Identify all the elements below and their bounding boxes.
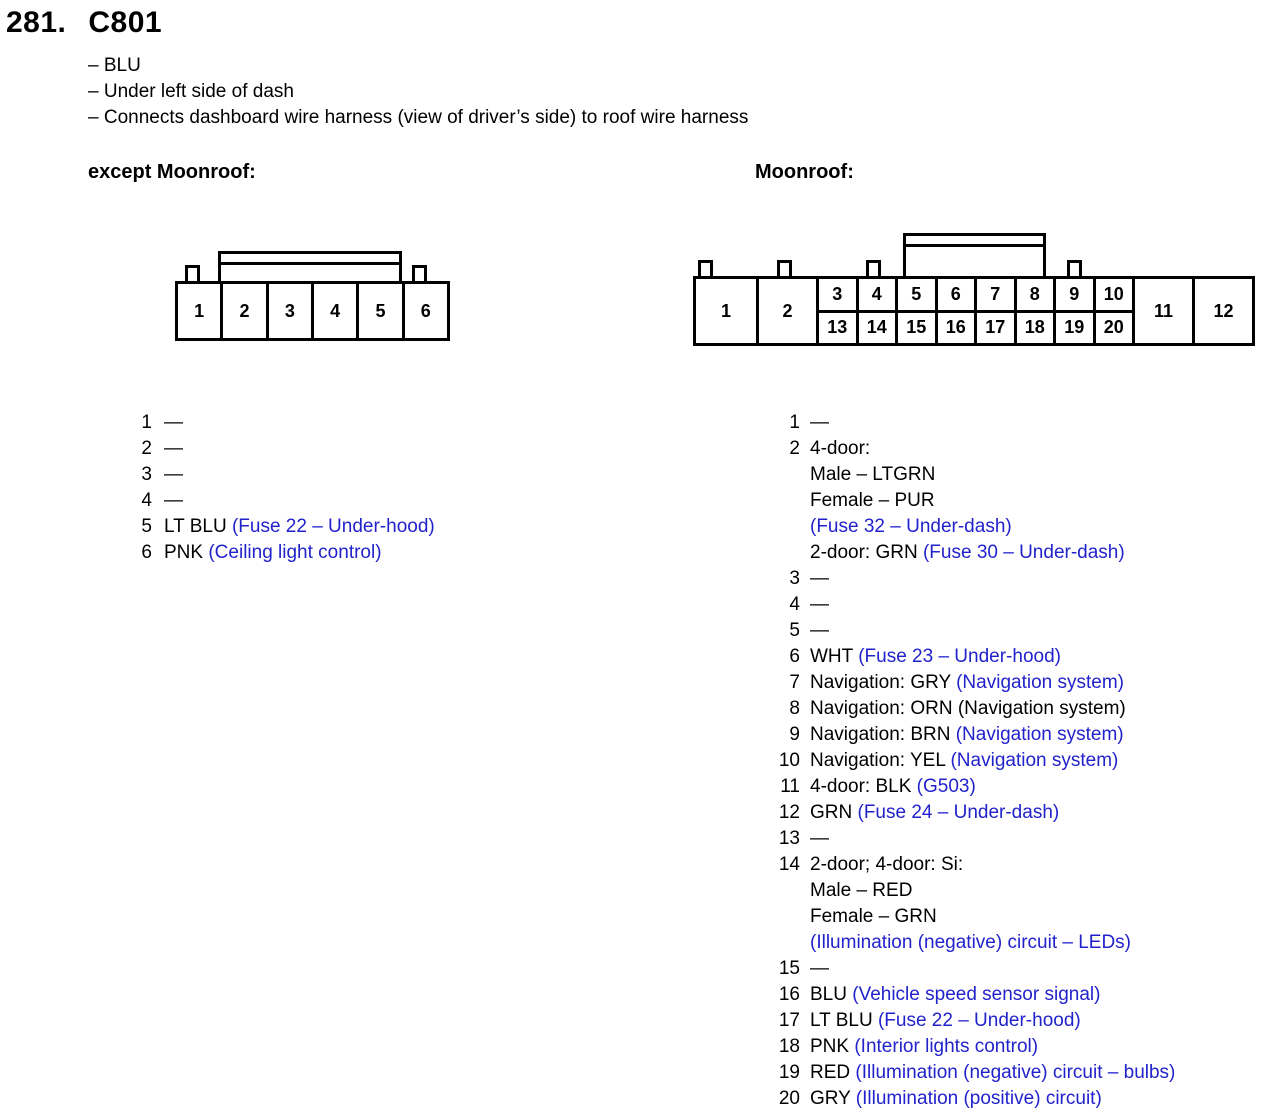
pin-description-line [164,514,435,540]
pin-row [770,670,1175,696]
pin-row [770,852,1175,956]
pin-description [810,436,1125,566]
wire-color-text: GRY [810,1088,856,1109]
connector-pin-cell: 3 [819,279,856,310]
connector-lock-tab [903,233,1046,279]
pin-number: 9 [789,724,800,745]
wire-color-text: Navigation: ORN (Navigation system) [810,698,1126,719]
connector-pin-cell: 2 [756,279,816,343]
connector-pin-cell: 6 [402,284,447,338]
wire-color-text: LT BLU [164,516,232,537]
wire-color-text: — [810,412,829,433]
pin-number: 13 [778,828,800,849]
connector-notch [1067,260,1082,276]
connector-notch [866,260,881,276]
pin-description [810,956,829,982]
circuit-reference: (Fuse 30 – Under-dash) [922,542,1125,563]
connector-pin-cell: 7 [977,279,1014,310]
connector-pin-cell: 4 [859,279,896,310]
circuit-reference: (Ceiling light control) [208,542,382,563]
pin-number: 15 [778,958,800,979]
circuit-reference: (Fuse 24 – Under-dash) [857,802,1060,823]
connector-pin-cell: 2 [220,284,265,338]
connector-notes [88,53,748,131]
wire-color-text: 4-door: [810,438,871,459]
pin-number: 19 [778,1062,800,1083]
circuit-reference: (Vehicle speed sensor signal) [852,984,1101,1005]
wire-color-text: — [810,958,829,979]
pin-number: 5 [141,516,152,537]
wire-color-text: — [164,490,183,511]
pin-description-line [810,800,1059,826]
connector-shell [175,281,450,341]
pin-number: 4 [789,594,800,615]
connector-pin-cell: 14 [859,313,896,344]
pin-description [810,644,1061,670]
connector-notch [698,260,713,276]
wire-color-text: — [164,464,183,485]
pin-description [810,566,829,592]
pin-description [810,852,1131,956]
pin-description [164,540,382,566]
wire-color-text: PNK [164,542,209,563]
pin-number: 10 [778,750,800,771]
wire-color-text: 2-door; 4-door: Si: [810,854,964,875]
circuit-reference: (Fuse 23 – Under-hood) [858,646,1061,667]
circuit-reference: (Navigation system) [956,672,1124,693]
connector-pin-cell: 5 [356,284,401,338]
wire-color-text: — [810,828,829,849]
connector-pin-cell: 15 [898,313,935,344]
pin-number: 5 [789,620,800,641]
connector-pin-cell: 19 [1056,313,1093,344]
connector-notch [185,265,200,281]
pin-description-line [810,462,1125,488]
page-title [6,6,162,40]
pin-description-line [164,436,183,462]
pin-description [810,1008,1081,1034]
pin-description-line [810,410,829,436]
pin-description-line [810,956,829,982]
wire-color-text: — [810,568,829,589]
connector-pin-cell: 1 [178,284,220,338]
wire-color-text: Male – RED [810,880,913,901]
wire-color-text: — [164,438,183,459]
circuit-reference: (G503) [916,776,976,797]
pin-row [134,540,435,566]
pin-description-line [810,748,1118,774]
pin-description-line [810,722,1124,748]
pin-number: 1 [789,412,800,433]
connector-pin-cell: 17 [977,313,1014,344]
pin-description-line [810,670,1124,696]
pin-row [770,696,1175,722]
pin-description-line [810,930,1131,956]
pin-number: 6 [141,542,152,563]
pin-number: 8 [789,698,800,719]
pin-number: 12 [778,802,800,823]
circuit-reference: (Interior lights control) [854,1036,1039,1057]
section-heading-moonroof: Moonroof: [755,161,854,183]
connector-pin-cell: 11 [1132,279,1192,343]
pin-number: 17 [778,1010,800,1031]
pin-description [810,696,1126,722]
pin-row [770,618,1175,644]
pin-number: 4 [141,490,152,511]
pin-number: 14 [778,854,800,875]
wire-color-text: RED [810,1062,856,1083]
pin-number: 1 [141,412,152,433]
pin-description-line [810,1086,1102,1112]
wire-color-text: Navigation: GRY [810,672,957,693]
pin-row [134,462,435,488]
wire-color-text: 4-door: BLK [810,776,917,797]
connector-notch [777,260,792,276]
section-heading-except-moonroof: except Moonroof: [88,161,256,183]
pin-description [810,826,829,852]
connector-pin-cell: 6 [938,279,975,310]
pin-description [164,436,183,462]
circuit-reference: (Fuse 22 – Under-hood) [877,1010,1081,1031]
pin-description-line [810,644,1061,670]
pin-number: 7 [789,672,800,693]
pin-number: 3 [141,464,152,485]
wire-color-text: 2-door: GRN [810,542,923,563]
pin-description-line [164,540,382,566]
pin-number: 16 [778,984,800,1005]
pin-row [770,748,1175,774]
pin-description-line [810,1008,1081,1034]
pin-description-line [810,1034,1038,1060]
pin-number: 18 [778,1036,800,1057]
pin-description-line [810,982,1100,1008]
pin-row [770,436,1175,566]
pin-number: 2 [789,438,800,459]
wire-color-text: PNK [810,1036,855,1057]
wire-color-text: Female – PUR [810,490,935,511]
wire-color-text: — [810,594,829,615]
pin-description [810,748,1118,774]
pin-description [810,618,829,644]
pin-description [810,800,1059,826]
pin-row [134,488,435,514]
pin-description-line [810,436,1125,462]
pin-row [770,566,1175,592]
pin-description-line [810,618,829,644]
pin-description [810,774,976,800]
pin-description [164,514,435,540]
connector-pin-cell: 1 [696,279,756,343]
circuit-reference: (Navigation system) [950,750,1119,771]
note-function: – Connects dashboard wire harness (view of driver’s side) to roof wire harness [88,107,749,128]
pin-row [770,1008,1175,1034]
connector-lock-tab [218,251,402,284]
wire-color-text: Navigation: BRN [810,724,956,745]
pin-row [770,826,1175,852]
pin-row [770,1034,1175,1060]
connector-pin-cell: 20 [1096,313,1133,344]
pin-row [770,722,1175,748]
pin-description-line [810,774,976,800]
wire-color-text: WHT [810,646,859,667]
pin-row [770,644,1175,670]
connector-pin-cell: 9 [1056,279,1093,310]
pin-description [164,462,183,488]
pin-row [134,514,435,540]
connector-pin-cell: 4 [311,284,356,338]
connector-pin-cell: 3 [266,284,311,338]
connector-id: C801 [88,6,163,39]
connector-pin-cell: 18 [1017,313,1054,344]
pin-description-line [810,826,829,852]
pin-row [770,956,1175,982]
connector-diagram-moonroof [693,233,1255,346]
pin-description [810,670,1124,696]
wire-color-text: Male – LTGRN [810,464,936,485]
pin-number: 20 [778,1088,800,1109]
wire-color-text: — [164,412,183,433]
pin-description [164,488,183,514]
pin-row [770,592,1175,618]
connector-notch [412,265,427,281]
connector-pin-cell: 16 [938,313,975,344]
connector-pin-grid [816,279,1132,343]
pin-description [810,1060,1175,1086]
pin-description-line [810,488,1125,514]
pin-description-line [810,852,1131,878]
pin-description-line [810,878,1131,904]
pin-description-line [810,696,1126,722]
circuit-reference: (Illumination (negative) circuit – bulbs) [855,1062,1176,1083]
pin-description [810,410,829,436]
connector-diagram-except-moonroof [175,251,450,343]
wire-color-text: LT BLU [810,1010,878,1031]
connector-pin-cell: 10 [1096,279,1133,310]
pin-description-line [810,1060,1175,1086]
pin-description [810,982,1100,1008]
wire-color-text: Female – GRN [810,906,937,927]
pin-row [770,1086,1175,1112]
circuit-reference: (Navigation system) [955,724,1124,745]
wire-color-text: GRN [810,802,858,823]
pin-list-except-moonroof [134,410,435,566]
wire-color-text: BLU [810,984,853,1005]
note-location: – Under left side of dash [88,81,294,102]
pin-description-line [164,410,183,436]
pin-description-line [810,904,1131,930]
circuit-reference: (Illumination (negative) circuit – LEDs) [810,932,1132,953]
pin-description [810,1034,1038,1060]
pin-description [810,1086,1102,1112]
pin-list-moonroof [770,410,1175,1112]
pin-description [164,410,183,436]
pin-number: 2 [141,438,152,459]
note-color: – BLU [88,55,141,76]
pin-row [770,774,1175,800]
pin-description-line [810,514,1125,540]
pin-description-line [810,540,1125,566]
pin-row [770,1060,1175,1086]
pin-number: 6 [789,646,800,667]
pin-description-line [164,488,183,514]
pin-row [770,982,1175,1008]
connector-pin-cell: 12 [1192,279,1252,343]
circuit-reference: (Fuse 32 – Under-dash) [810,516,1012,537]
pin-description [810,722,1124,748]
connector-pin-cell: 8 [1017,279,1054,310]
pin-description-line [810,566,829,592]
wire-color-text: — [810,620,829,641]
wire-color-text: Navigation: YEL [810,750,951,771]
connector-shell [693,276,1255,346]
connector-pin-cell: 13 [819,313,856,344]
pin-number: 11 [780,776,800,797]
connector-index: 281. [6,6,67,39]
pin-number: 3 [789,568,800,589]
connector-pin-cell: 5 [898,279,935,310]
pin-row [770,410,1175,436]
circuit-reference: (Illumination (positive) circuit) [855,1088,1102,1109]
pin-description-line [164,462,183,488]
pin-description-line [810,592,829,618]
pin-row [134,410,435,436]
pin-row [770,800,1175,826]
pin-description [810,592,829,618]
pin-row [134,436,435,462]
circuit-reference: (Fuse 22 – Under-hood) [231,516,435,537]
